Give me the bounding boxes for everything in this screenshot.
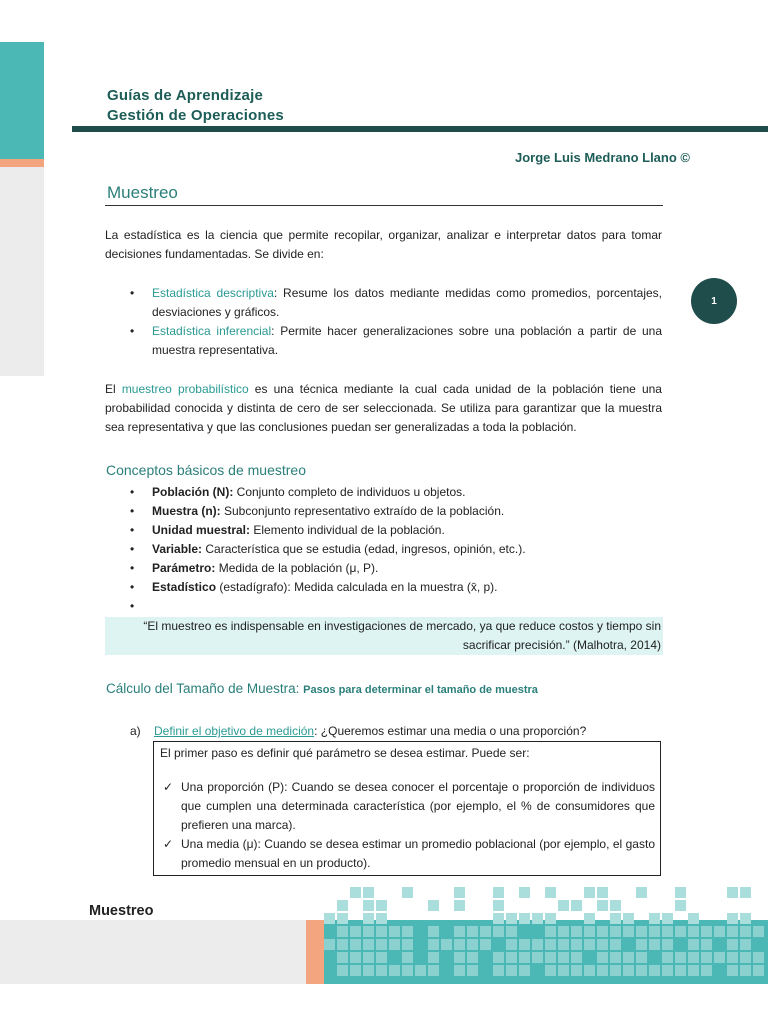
- pattern-square: [727, 965, 738, 976]
- pattern-square: [428, 939, 439, 950]
- pattern-square: [519, 965, 530, 976]
- pattern-square: [571, 926, 582, 937]
- pattern-square: [688, 952, 699, 963]
- pattern-square: [701, 965, 712, 976]
- pattern-square: [363, 913, 374, 924]
- pattern-square: [350, 952, 361, 963]
- concept-term: Parámetro:: [152, 561, 216, 575]
- pattern-square: [428, 965, 439, 976]
- pattern-square: [584, 887, 595, 898]
- header-course-title: Gestión de Operaciones: [107, 107, 284, 124]
- pattern-square: [402, 952, 413, 963]
- footer-peach-stripe: [306, 920, 324, 984]
- probabilistic-paragraph: [105, 380, 662, 437]
- concept-text: Subconjunto representativo extraído de la población.: [220, 504, 505, 518]
- pattern-square: [753, 965, 764, 976]
- header-rule: [72, 126, 768, 132]
- pattern-square: [584, 913, 595, 924]
- pattern-square: [467, 939, 478, 950]
- author-credit: Jorge Luis Medrano Llano ©: [515, 150, 690, 165]
- pattern-square: [610, 900, 621, 911]
- pattern-square: [337, 913, 348, 924]
- concepts-list: [130, 483, 662, 616]
- pattern-square: [597, 900, 608, 911]
- pattern-square: [558, 900, 569, 911]
- pattern-square: [389, 965, 400, 976]
- pattern-square: [727, 913, 738, 924]
- pattern-square: [337, 900, 348, 911]
- pattern-square: [584, 965, 595, 976]
- concept-text: (estadígrafo): Medida calculada en la muestra (x̄, p).: [216, 580, 498, 594]
- pattern-square: [610, 913, 621, 924]
- pattern-square: [675, 926, 686, 937]
- footer-label: Muestreo: [89, 903, 154, 919]
- pattern-square: [493, 913, 504, 924]
- pattern-square: [662, 926, 673, 937]
- calc-subtitle: Pasos para determinar el tamaño de muestra: [303, 684, 538, 696]
- pattern-square: [441, 939, 452, 950]
- pattern-square: [467, 952, 478, 963]
- pattern-square: [623, 952, 634, 963]
- step-term: Definir el objetivo de medición: [154, 724, 315, 738]
- pattern-square: [649, 939, 660, 950]
- pattern-square: [363, 939, 374, 950]
- list-item: [160, 778, 655, 835]
- pattern-square: [337, 939, 348, 950]
- pattern-square: [363, 965, 374, 976]
- pattern-square: [727, 926, 738, 937]
- pattern-square: [506, 913, 517, 924]
- pattern-square: [545, 926, 556, 937]
- pattern-square: [649, 965, 660, 976]
- pattern-square: [376, 926, 387, 937]
- pattern-square: [740, 926, 751, 937]
- pattern-square: [467, 965, 478, 976]
- pattern-square: [532, 952, 543, 963]
- pattern-square: [701, 952, 712, 963]
- pattern-square: [610, 926, 621, 937]
- list-item-empty: [130, 597, 662, 616]
- pattern-square: [454, 887, 465, 898]
- concept-text: Conjunto completo de individuos u objetos.: [233, 485, 466, 499]
- pattern-square: [428, 926, 439, 937]
- pattern-square: [714, 952, 725, 963]
- page-number: 1: [711, 295, 717, 307]
- pattern-square: [623, 965, 634, 976]
- pattern-square: [727, 939, 738, 950]
- pattern-square: [532, 939, 543, 950]
- pattern-square: [402, 939, 413, 950]
- section-title: Muestreo: [107, 183, 178, 202]
- pattern-square: [506, 926, 517, 937]
- pattern-square: [402, 887, 413, 898]
- pattern-square: [363, 900, 374, 911]
- pattern-square: [389, 939, 400, 950]
- concept-text: Característica que se estudia (edad, ingresos, opinión, etc.).: [202, 542, 526, 556]
- pattern-square: [649, 926, 660, 937]
- concept-term: Variable:: [152, 542, 203, 556]
- quote-box: [105, 617, 663, 655]
- step-text: : ¿Queremos estimar una media o una proporción?: [314, 724, 587, 738]
- left-decor-peach: [0, 159, 44, 167]
- section-rule: [105, 205, 663, 206]
- pattern-square: [493, 965, 504, 976]
- probabilistic-term: muestreo probabilístico: [121, 382, 249, 396]
- pattern-square: [506, 952, 517, 963]
- pattern-square: [363, 952, 374, 963]
- pattern-square: [740, 913, 751, 924]
- pattern-square: [402, 926, 413, 937]
- quote-line: “El muestreo es indispensable en investigaciones de mercado, ya que reduce costos y tiempo sin: [143, 619, 661, 633]
- pattern-square: [376, 939, 387, 950]
- pattern-square: [376, 952, 387, 963]
- pattern-square: [428, 900, 439, 911]
- concept-term: Población (N):: [152, 485, 234, 499]
- calc-title-main: Cálculo del Tamaño de Muestra:: [106, 681, 300, 696]
- pattern-square: [662, 939, 673, 950]
- pattern-square: [740, 965, 751, 976]
- footer-pixel-pattern: [324, 885, 768, 984]
- check-icon: ✓: [163, 780, 174, 794]
- pattern-square: [376, 900, 387, 911]
- list-item: [130, 483, 662, 502]
- pattern-square: [688, 965, 699, 976]
- paragraph-text: El: [105, 382, 122, 396]
- pattern-square: [610, 939, 621, 950]
- left-decor-teal: [0, 42, 44, 159]
- quote-line: sacrificar precisión.” (Malhotra, 2014): [462, 638, 661, 652]
- branch-term: Estadística inferencial: [152, 324, 272, 338]
- pattern-square: [493, 887, 504, 898]
- pattern-square: [571, 939, 582, 950]
- pattern-square: [363, 887, 374, 898]
- pattern-square: [636, 965, 647, 976]
- pattern-square: [714, 926, 725, 937]
- pattern-square: [519, 887, 530, 898]
- concept-text: Medida de la población (μ, P).: [215, 561, 379, 575]
- concepts-title: Conceptos básicos de muestreo: [106, 462, 306, 478]
- pattern-square: [597, 926, 608, 937]
- pattern-square: [454, 952, 465, 963]
- pattern-square: [636, 926, 647, 937]
- pattern-square: [597, 965, 608, 976]
- pattern-square: [545, 952, 556, 963]
- pattern-square: [519, 913, 530, 924]
- pattern-square: [454, 926, 465, 937]
- intro-paragraph: La estadística es la ciencia que permite recopilar, organizar, analizar e interpretar datos para tomar decisiones fundamentadas. Se divide en:: [105, 228, 662, 261]
- pattern-square: [363, 926, 374, 937]
- pattern-square: [597, 887, 608, 898]
- step-marker: a): [130, 724, 141, 738]
- pattern-square: [545, 965, 556, 976]
- pattern-square: [558, 926, 569, 937]
- pattern-square: [545, 887, 556, 898]
- pattern-square: [610, 965, 621, 976]
- definition-item: Una proporción (P): Cuando se desea conocer el porcentaje o proporción de individuos que cumplen una determinada característica (por ejemplo, el % de consumidores que prefieren una marca).: [181, 780, 655, 832]
- pattern-square: [701, 939, 712, 950]
- concept-text: Elemento individual de la población.: [250, 523, 445, 537]
- pattern-square: [688, 926, 699, 937]
- definition-intro: El primer paso es definir qué parámetro se desea estimar. Puede ser:: [160, 746, 530, 760]
- pattern-square: [675, 965, 686, 976]
- pattern-square: [376, 913, 387, 924]
- step-a: [130, 722, 586, 740]
- list-item: [130, 502, 662, 521]
- pattern-square: [454, 939, 465, 950]
- pattern-square: [753, 952, 764, 963]
- calc-title: [106, 681, 538, 696]
- pattern-square: [519, 939, 530, 950]
- pattern-square: [337, 926, 348, 937]
- pattern-square: [558, 952, 569, 963]
- pattern-square: [662, 952, 673, 963]
- pattern-square: [727, 952, 738, 963]
- paragraph-text: es una técnica mediante la cual cada unidad de la población tiene una probabilidad conocida y distinta de cero de ser seleccionada. Se utiliza para garantizar que la muestra sea representativa y que las conclusiones puedan ser generalizadas a toda la población.: [105, 382, 662, 434]
- pattern-square: [350, 887, 361, 898]
- pattern-square: [493, 900, 504, 911]
- pattern-square: [623, 913, 634, 924]
- pattern-square: [584, 939, 595, 950]
- pattern-square: [597, 952, 608, 963]
- branch-term: Estadística descriptiva: [152, 286, 274, 300]
- pattern-square: [701, 926, 712, 937]
- pattern-square: [662, 913, 673, 924]
- pattern-square: [454, 900, 465, 911]
- pattern-square: [506, 965, 517, 976]
- pattern-square: [337, 965, 348, 976]
- pattern-square: [467, 926, 478, 937]
- list-item: [130, 578, 662, 597]
- pattern-square: [389, 926, 400, 937]
- pattern-square: [493, 926, 504, 937]
- pattern-square: [428, 952, 439, 963]
- pattern-square: [753, 926, 764, 937]
- check-icon: ✓: [163, 837, 174, 851]
- pattern-square: [636, 887, 647, 898]
- pattern-square: [584, 926, 595, 937]
- pattern-square: [350, 965, 361, 976]
- definition-box: [153, 741, 661, 876]
- definition-item: Una media (μ): Cuando se desea estimar un promedio poblacional (por ejemplo, el gasto promedio mensual en un producto).: [181, 837, 655, 870]
- pattern-square: [350, 926, 361, 937]
- branch-text: : Permite hacer generalizaciones sobre una población a partir de una muestra representativa.: [152, 324, 662, 357]
- pattern-square: [740, 887, 751, 898]
- pattern-square: [558, 965, 569, 976]
- pattern-square: [571, 965, 582, 976]
- pattern-square: [662, 965, 673, 976]
- pattern-square: [337, 952, 348, 963]
- pattern-square: [675, 887, 686, 898]
- pattern-square: [519, 952, 530, 963]
- pattern-square: [454, 965, 465, 976]
- pattern-square: [636, 952, 647, 963]
- branch-text: : Resume los datos mediante medidas como promedios, porcentajes, desviaciones y gráficos.: [152, 286, 663, 319]
- concept-term: Muestra (n):: [152, 504, 221, 518]
- pattern-square: [532, 913, 543, 924]
- pattern-square: [324, 939, 335, 950]
- pattern-square: [571, 900, 582, 911]
- pattern-square: [480, 926, 491, 937]
- concept-term: Unidad muestral:: [152, 523, 251, 537]
- list-item: [130, 322, 662, 360]
- pattern-square: [415, 965, 426, 976]
- pattern-square: [324, 913, 335, 924]
- pattern-square: [649, 913, 660, 924]
- pattern-square: [376, 965, 387, 976]
- pattern-square: [493, 952, 504, 963]
- pattern-square: [545, 939, 556, 950]
- list-item: [130, 284, 662, 322]
- pattern-square: [740, 939, 751, 950]
- pattern-square: [545, 913, 556, 924]
- pattern-square: [350, 939, 361, 950]
- pattern-square: [558, 939, 569, 950]
- pattern-square: [727, 887, 738, 898]
- pattern-square: [688, 913, 699, 924]
- pattern-square: [610, 952, 621, 963]
- list-item: [160, 835, 655, 873]
- pattern-square: [740, 952, 751, 963]
- header-guide-title: Guías de Aprendizaje: [107, 87, 263, 104]
- list-item: [130, 559, 662, 578]
- pattern-square: [675, 900, 686, 911]
- page-number-badge: [691, 278, 737, 324]
- branches-list: [130, 284, 662, 360]
- pattern-square: [506, 939, 517, 950]
- pattern-square: [571, 952, 582, 963]
- list-item: [130, 521, 662, 540]
- pattern-square: [480, 939, 491, 950]
- pattern-square: [688, 939, 699, 950]
- concept-term: Estadístico: [152, 580, 217, 594]
- pattern-square: [402, 965, 413, 976]
- list-item: [130, 540, 662, 559]
- pattern-square: [675, 952, 686, 963]
- pattern-square: [623, 926, 634, 937]
- pattern-square: [636, 939, 647, 950]
- pattern-square: [597, 939, 608, 950]
